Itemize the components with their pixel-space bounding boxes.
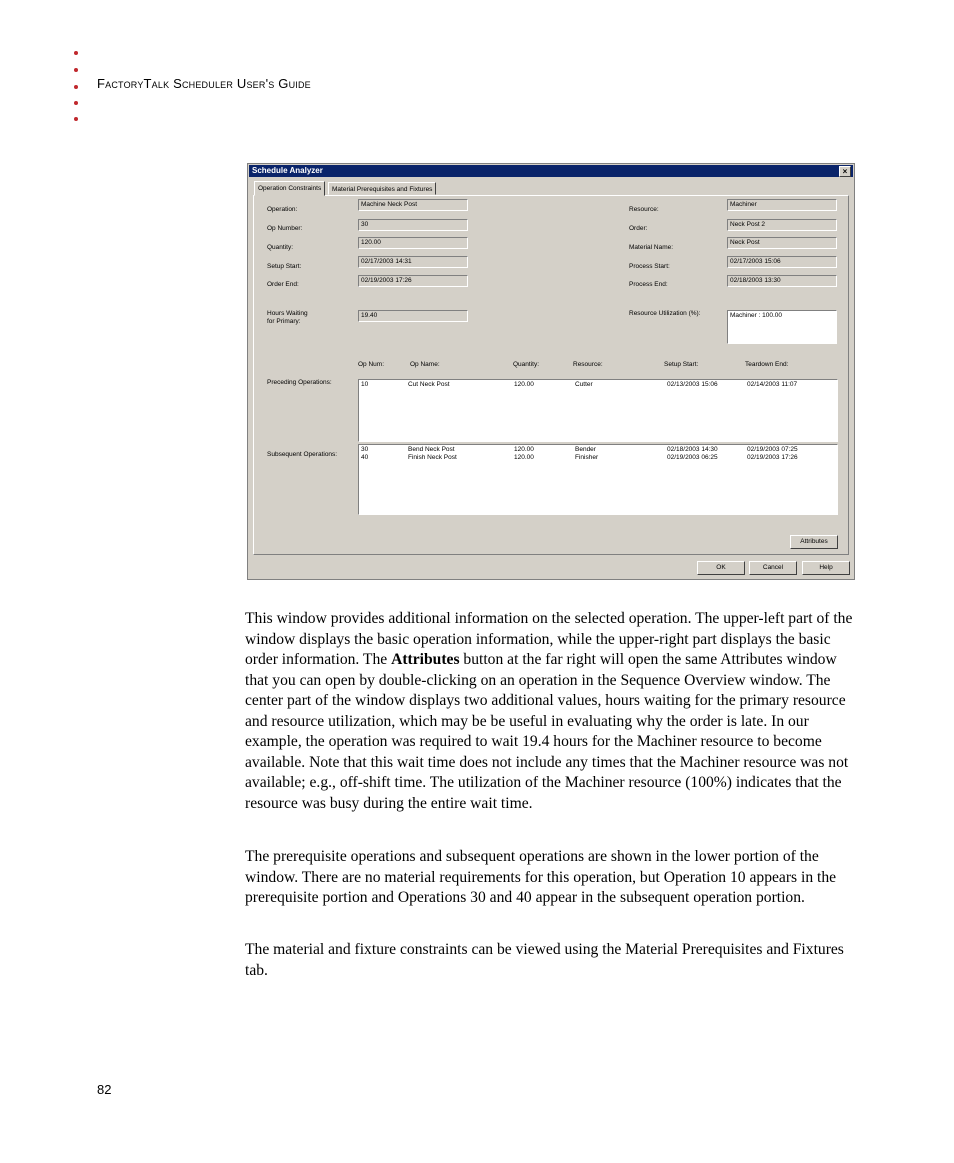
- paragraph-1-text: This window provides additional information on the selected operation. The upper-left part of the window displays the basic operation information, while the upper-right part displays the basic order information. The: [245, 610, 853, 668]
- operation-field: Machine Neck Post: [358, 199, 468, 211]
- header-bullet: [74, 117, 78, 121]
- paragraph-1-text-cont: button at the far right will open the same Attributes window that you can open by double-clicking on an operation in the Sequence Overview window. The center part of the window displays two additional values, hours waiting for the primary resource and resource utilization, which may be be useful in evaluating why the order is late. In our example, the operation was required to wait 19.4 hours for the Machiner resource to become available. Note that this wait time does not include any times that the Machiner resource was not available; e.g., off-shift time. The utilization of the Machiner resource (100%) indicates that the resource was busy during the entire wait time.: [245, 651, 849, 812]
- teardown-end-cell: 02/19/2003 07:25: [747, 446, 798, 453]
- op-name-cell: Cut Neck Post: [408, 381, 450, 388]
- order-field: Neck Post 2: [727, 219, 837, 231]
- preceding-operations-list[interactable]: [358, 379, 838, 442]
- material-name-field: Neck Post: [727, 237, 837, 249]
- col-setup-start: Setup Start:: [664, 361, 699, 368]
- resource-label: Resource:: [629, 206, 659, 213]
- col-teardown-end: Teardown End:: [745, 361, 789, 368]
- quantity-label: Quantity:: [267, 244, 294, 251]
- preceding-operations-label: Preceding Operations:: [267, 379, 332, 386]
- paragraph-1: [245, 609, 857, 814]
- table-row[interactable]: [359, 380, 835, 389]
- col-quantity: Quantity:: [513, 361, 540, 368]
- tab-panel: [253, 195, 849, 555]
- resource-utilization-label: Resource Utilization (%):: [629, 310, 701, 317]
- ok-button[interactable]: OK: [697, 561, 745, 575]
- quantity-field: 120.00: [358, 237, 468, 249]
- setup-start-cell: 02/13/2003 15:06: [667, 381, 718, 388]
- table-row[interactable]: [359, 445, 835, 454]
- close-icon[interactable]: ×: [839, 166, 851, 177]
- op-num-cell: 30: [361, 446, 369, 453]
- tab-operation-constraints[interactable]: Operation Constraints: [254, 181, 325, 196]
- cancel-button[interactable]: Cancel: [749, 561, 797, 575]
- op-name-cell: Bend Neck Post: [408, 446, 455, 453]
- resource-cell: Bender: [575, 446, 596, 453]
- col-op-name: Op Name:: [410, 361, 440, 368]
- dialog-titlebar: [249, 165, 853, 177]
- resource-field: Machiner: [727, 199, 837, 211]
- process-start-field: 02/17/2003 15:06: [727, 256, 837, 268]
- header-bullet: [74, 85, 78, 89]
- process-end-label: Process End:: [629, 281, 668, 288]
- header-bullet: [74, 51, 78, 55]
- resource-cell: Finisher: [575, 454, 599, 461]
- op-number-label: Op Number:: [267, 225, 303, 232]
- header-bullet: [74, 101, 78, 105]
- help-button[interactable]: Help: [802, 561, 850, 575]
- quantity-cell: 120.00: [514, 381, 534, 388]
- op-number-field: 30: [358, 219, 468, 231]
- subsequent-operations-list[interactable]: [358, 444, 838, 515]
- operation-label: Operation:: [267, 206, 298, 213]
- resource-utilization-box: Machiner : 100.00: [727, 310, 837, 344]
- attributes-term: Attributes: [391, 651, 460, 668]
- order-label: Order:: [629, 225, 648, 232]
- col-op-num: Op Num:: [358, 361, 385, 368]
- setup-start-field: 02/17/2003 14:31: [358, 256, 468, 268]
- col-resource: Resource:: [573, 361, 603, 368]
- order-end-field: 02/19/2003 17:26: [358, 275, 468, 287]
- process-end-field: 02/18/2003 13:30: [727, 275, 837, 287]
- hours-waiting-label: Hours Waiting: [267, 310, 308, 317]
- header-bullet: [74, 68, 78, 72]
- teardown-end-cell: 02/14/2003 11:07: [747, 381, 798, 388]
- schedule-analyzer-dialog: [247, 163, 855, 580]
- order-end-label: Order End:: [267, 281, 299, 288]
- table-row[interactable]: [359, 454, 835, 463]
- running-header: FactoryTalk Scheduler User's Guide: [97, 76, 311, 91]
- subsequent-operations-label: Subsequent Operations:: [267, 451, 338, 458]
- paragraph-2: The prerequisite operations and subsequent operations are shown in the lower portion of the window. There are no material requirements for this operation, but Operation 10 appears in the prerequisite portion and Operations 30 and 40 appear in the subsequent operation portion.: [245, 848, 837, 906]
- setup-start-cell: 02/19/2003 06:25: [667, 454, 718, 461]
- op-name-cell: Finish Neck Post: [408, 454, 457, 461]
- setup-start-cell: 02/18/2003 14:30: [667, 446, 718, 453]
- resource-cell: Cutter: [575, 381, 593, 388]
- teardown-end-cell: 02/19/2003 17:26: [747, 454, 798, 461]
- setup-start-label: Setup Start:: [267, 263, 302, 270]
- paragraph-3: The material and fixture constraints can be viewed using the Material Prerequisites and Fixtures tab.: [245, 941, 844, 979]
- page-number: 82: [97, 1082, 112, 1097]
- material-name-label: Material Name:: [629, 244, 674, 251]
- op-num-cell: 40: [361, 454, 369, 461]
- hours-waiting-label-line2: for Primary:: [267, 318, 301, 325]
- quantity-cell: 120.00: [514, 446, 534, 453]
- op-num-cell: 10: [361, 381, 369, 388]
- dialog-title: Schedule Analyzer: [252, 166, 323, 175]
- tab-material-prerequisites[interactable]: Material Prerequisites and Fixtures: [328, 182, 436, 195]
- quantity-cell: 120.00: [514, 454, 534, 461]
- hours-waiting-field: 19.40: [358, 310, 468, 322]
- process-start-label: Process Start:: [629, 263, 670, 270]
- attributes-button[interactable]: Attributes: [790, 535, 838, 549]
